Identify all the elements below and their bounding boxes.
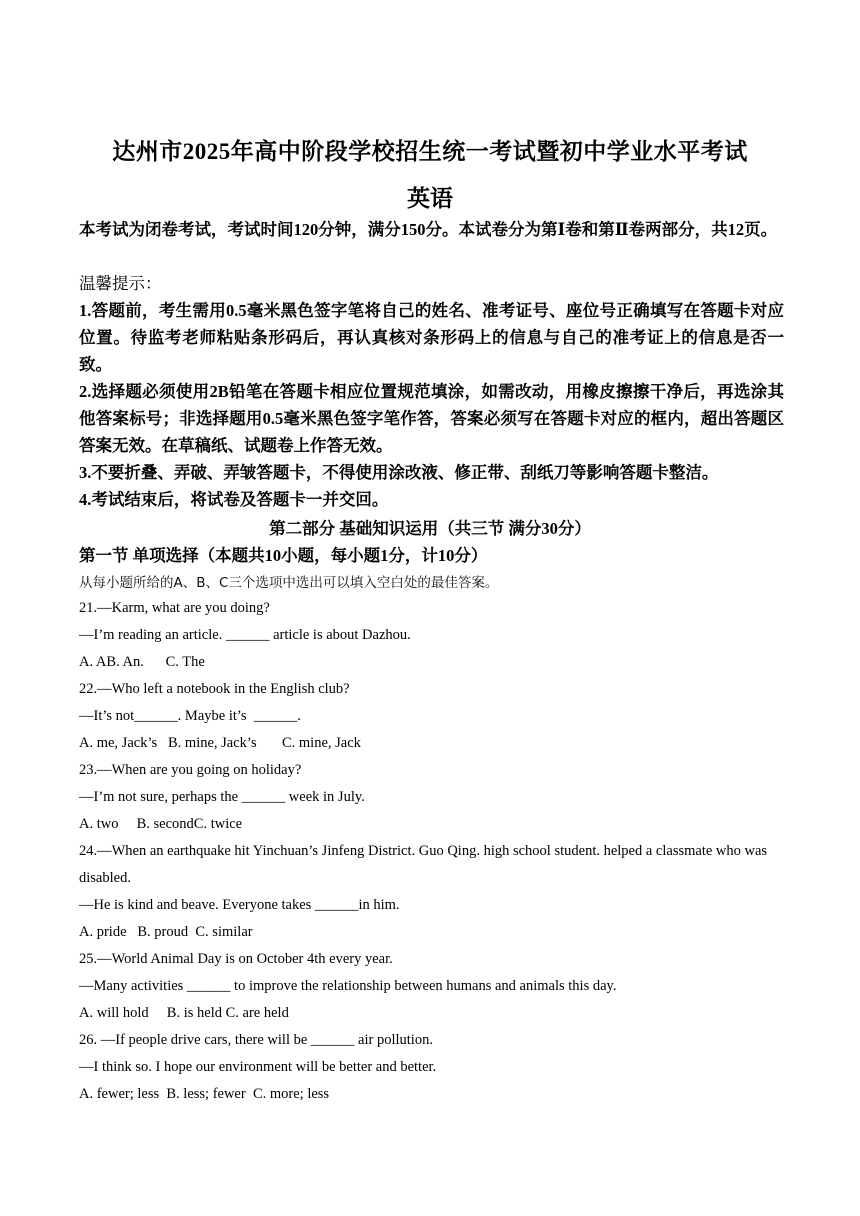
section-instruction: 从每小题所给的A、B、C三个选项中选出可以填入空白处的最佳答案。 (79, 575, 499, 591)
question-23-reply: —I’m not sure, perhaps the ______ week in July. (79, 789, 365, 805)
question-23-options: A. two B. secondC. twice (79, 816, 243, 832)
exam-title: 达州市2025年高中阶段学校招生统一考试暨初中学业水平考试 (112, 139, 748, 164)
question-22-reply: —It’s not______. Maybe it’s ______. (79, 708, 301, 724)
rule-1: 1.答题前，考生需用0.5毫米黑色签字笔将自己的姓名、准考证号、座位号正确填写在答题卡对应位置。待监考老师粘贴条形码后，再认真核对条形码上的信息与自己的准考证上的信息是否一致。 (79, 301, 784, 374)
rule-2: 2.选择题必须使用2B铅笔在答题卡相应位置规范填涂，如需改动，用橡皮擦擦干净后，再选涂其他答案标号；非选择题用0.5毫米黑色签字笔作答，答案必须写在答题卡对应的框内，超出答题区答案无效。在草稿纸、试题卷上作答无效。 (79, 382, 784, 455)
question-21-options: A. AB. An. C. The (79, 654, 205, 670)
question-24-reply: —He is kind and beave. Everyone takes ______in him. (79, 897, 400, 913)
question-26-stem: 26. —If people drive cars, there will be ______ air pollution. (79, 1032, 433, 1048)
question-25-options: A. will hold B. is held C. are held (79, 1005, 289, 1021)
question-23-stem: 23.—When are you going on holiday? (79, 762, 302, 778)
question-21-stem: 21.—Karm, what are you doing? (79, 600, 270, 616)
question-22-stem: 22.—Who left a notebook in the English club? (79, 681, 350, 697)
tips-label: 温馨提示： (79, 274, 162, 293)
question-26-reply: —I think so. I hope our environment will be better and better. (79, 1059, 437, 1075)
question-25-stem: 25.—World Animal Day is on October 4th every year. (79, 951, 393, 967)
question-21-reply: —I’m reading an article. ______ article is about Dazhou. (79, 627, 411, 643)
subject-title: 英语 (407, 186, 453, 211)
question-24-options: A. pride B. proud C. similar (79, 924, 253, 940)
section-title: 第一节 单项选择（本题共10小题，每小题1分，计10分） (79, 546, 488, 565)
question-24-stem: 24.—When an earthquake hit Yinchuan’s Jinfeng District. Guo Qing. high school student. helped a classmate who was disabled. (79, 843, 768, 886)
exam-intro: 本考试为闭卷考试，考试时间120分钟，满分150分。本试卷分为第Ⅰ卷和第Ⅱ卷两部分，共12页。 (79, 220, 778, 239)
question-26-options: A. fewer; less B. less; fewer C. more; less (79, 1086, 330, 1102)
rule-3: 3.不要折叠、弄破、弄皱答题卡，不得使用涂改液、修正带、刮纸刀等影响答题卡整洁。 (79, 463, 719, 482)
question-22-options: A. me, Jack’s B. mine, Jack’s C. mine, Jack (79, 735, 361, 751)
part-title: 第二部分 基础知识运用（共三节 满分30分） (269, 519, 591, 538)
question-25-reply: —Many activities ______ to improve the relationship between humans and animals this day. (79, 978, 617, 994)
rule-4: 4.考试结束后，将试卷及答题卡一并交回。 (79, 490, 389, 509)
